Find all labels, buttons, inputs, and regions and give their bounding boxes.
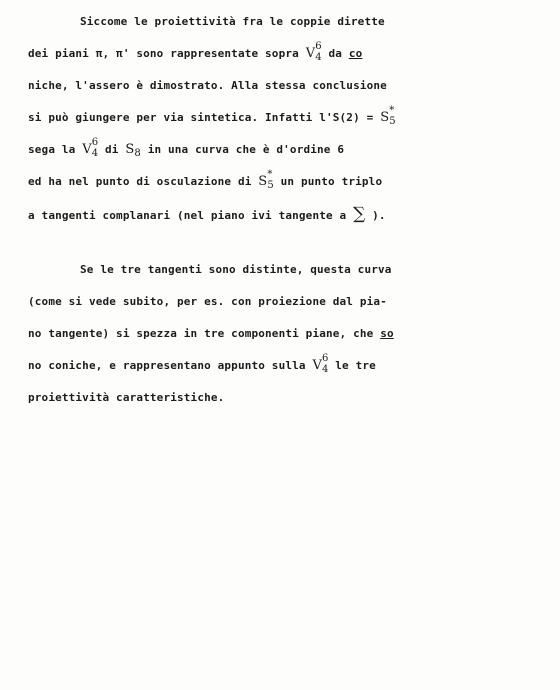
text-line: niche, l'assero è dimostrato. Alla stessa conclusione [28, 79, 387, 92]
math-symbol: S [125, 142, 135, 157]
math-symbol: S [258, 174, 268, 189]
math-symbol: V [305, 46, 316, 61]
text-line: si può giungere per via sintetica. Infatti l'S(2) = S * 5 [28, 105, 396, 127]
sigma-symbol: ∑ [353, 204, 366, 224]
text-line: proiettività caratteristiche. [28, 391, 225, 404]
math-script: * 5 [267, 169, 274, 191]
text-line: dei piani π, π' sono rappresentate sopra V 6 4 da co [28, 41, 363, 63]
text-line: (come si vede subito, per es. con proiezione dal pia- [28, 295, 387, 308]
paragraph-gap [28, 230, 548, 254]
text-line: Siccome le proiettività fra le coppie dirette [80, 15, 385, 28]
math-symbol: V [82, 142, 92, 157]
text-line: sega la V 6 4 di S 8 in una curva che è d'ordine 6 [28, 137, 345, 159]
text-line: no coniche, e rappresentano appunto sulla V 6 4 le tre [28, 353, 376, 375]
text-line: Se le tre tangenti sono distinte, questa curva [80, 263, 392, 276]
text-line: no tangente) si spezza in tre componenti piane, che so [28, 327, 394, 340]
typed-text-block [28, 6, 548, 414]
math-script: 8 [134, 148, 141, 159]
math-script: 6 4 [315, 41, 322, 63]
math-script: 6 4 [91, 137, 99, 159]
text-line: ed ha nel punto di osculazione di S * 5 un punto triplo [28, 169, 383, 191]
math-symbol: S [380, 110, 390, 125]
math-script: 6 4 [322, 353, 329, 375]
math-symbol: V [312, 358, 322, 373]
text-line: a tangenti complanari (nel piano ivi tangente a ∑ ). [28, 204, 386, 224]
math-script: * 5 [389, 105, 396, 127]
